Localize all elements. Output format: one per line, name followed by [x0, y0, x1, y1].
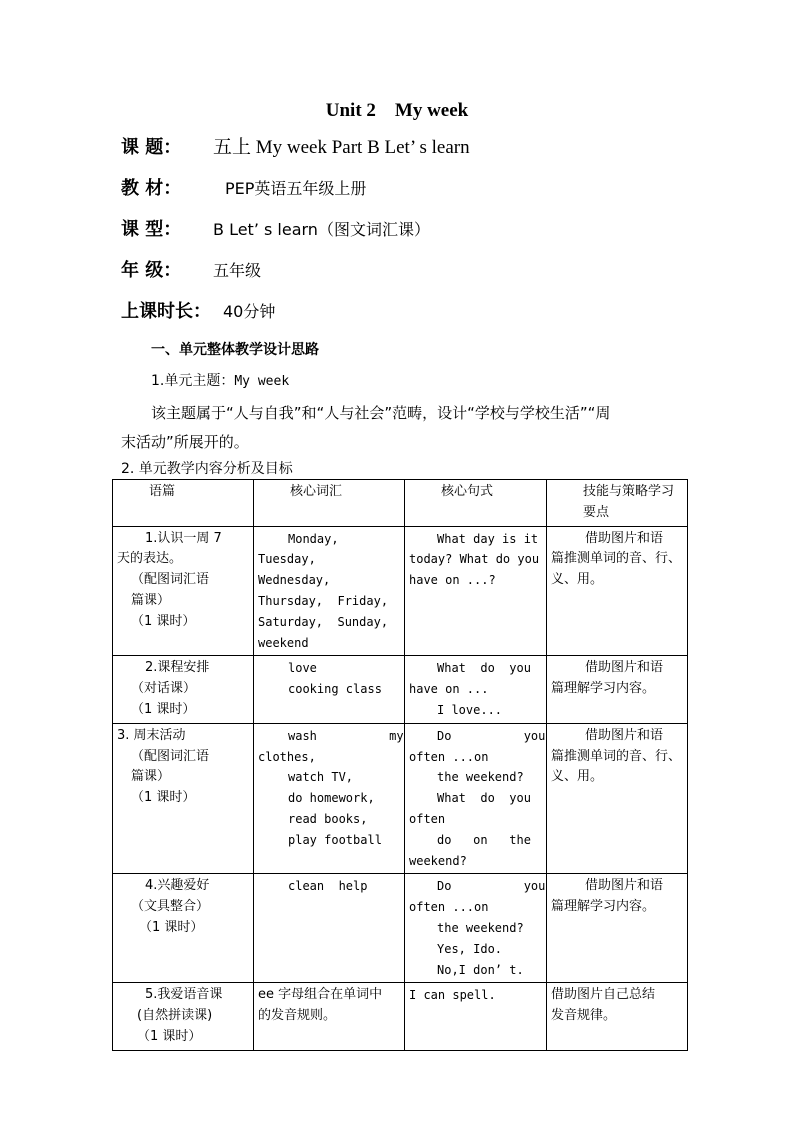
unit-content-table	[112, 479, 688, 1051]
cell-line: weekend	[258, 635, 309, 650]
header-sentences: 核心句式	[405, 480, 547, 527]
table-cell	[113, 983, 254, 1050]
table-cell	[254, 874, 405, 983]
cell-line: What do you	[437, 791, 531, 806]
cell-line: （文具整合）	[131, 899, 210, 915]
table-cell	[254, 656, 405, 723]
table-cell	[113, 526, 254, 656]
table-cell	[405, 983, 547, 1050]
cell-line: weekend?	[409, 853, 467, 868]
table-cell	[405, 874, 547, 983]
cell-line: （1 课时）	[131, 701, 196, 717]
cell-line: clean help	[288, 879, 368, 894]
cell-line: love	[288, 661, 317, 676]
cell-line: play football	[288, 832, 382, 847]
meta-textbook	[121, 176, 366, 202]
unit-theme-label: 1.单元主题：	[151, 373, 235, 389]
cell-line: often ...on	[409, 900, 489, 915]
title-unit: Unit 2	[325, 100, 376, 121]
cell-line: Wednesday,	[258, 573, 331, 588]
cell-line: do on the	[437, 832, 531, 847]
cell-line: the weekend?	[437, 920, 524, 935]
theme-paragraph-line1: 该主题属于“人与自我”和“人与社会”范畴，设计“学校与学校生活”“周	[151, 404, 611, 422]
cell-line: 篇推测单词的音、行、	[551, 551, 682, 567]
cell-line: I love...	[437, 702, 503, 717]
meta-label: 课 型：	[121, 219, 182, 240]
table-cell	[113, 723, 254, 874]
table-row	[113, 723, 688, 874]
cell-line: Monday,	[288, 531, 339, 546]
cell-line: 天的表达。	[117, 551, 183, 567]
cell-line: often ...on	[409, 749, 489, 764]
cell-line: Saturday, Sunday,	[258, 614, 389, 629]
cell-line: clothes,	[258, 749, 316, 764]
cell-line: I can spell.	[409, 988, 496, 1003]
cell-line: cooking class	[288, 682, 382, 697]
meta-value: 40分钟	[223, 302, 276, 321]
cell-line: （配图词汇语	[131, 572, 210, 588]
table-row	[113, 983, 688, 1050]
cell-line: 5.我爱语音课	[145, 987, 223, 1003]
table-cell	[547, 656, 688, 723]
cell-line: No,I don’ t.	[437, 962, 524, 977]
cell-line: 借助图片和语	[585, 660, 664, 676]
cell-line: 借助图片和语	[585, 727, 664, 743]
document-title	[0, 100, 794, 122]
cell-line: Do you	[437, 728, 546, 743]
cell-line: 篇理解学习内容。	[551, 899, 656, 915]
table-row	[113, 526, 688, 656]
title-topic: My week	[394, 100, 469, 121]
table-row	[113, 874, 688, 983]
meta-value: 五年级	[213, 261, 262, 280]
cell-line: （1 课时）	[131, 790, 196, 806]
meta-label: 年 级：	[121, 260, 182, 281]
meta-value: 五上 My week Part B Let’ s learn	[213, 137, 470, 158]
cell-line: 义、用。	[551, 572, 604, 588]
cell-line: often	[409, 811, 446, 826]
cell-line: （对话课）	[131, 681, 197, 697]
cell-line: 义、用。	[551, 769, 604, 785]
cell-line: 借助图片自己总结	[551, 987, 656, 1003]
cell-line: 发音规律。	[551, 1008, 617, 1024]
meta-value: PEP英语五年级上册	[225, 179, 367, 198]
unit-theme	[151, 371, 289, 392]
table-cell	[405, 656, 547, 723]
table-cell	[113, 874, 254, 983]
table-cell	[113, 656, 254, 723]
cell-line: 篇推测单词的音、行、	[551, 748, 682, 764]
cell-line: do homework,	[288, 791, 375, 806]
cell-line: （1 课时）	[137, 1028, 202, 1044]
meta-duration	[121, 299, 275, 325]
table-cell	[547, 723, 688, 874]
meta-label: 教 材：	[121, 178, 182, 199]
table-cell	[547, 874, 688, 983]
cell-line: 2.课程安排	[145, 660, 210, 676]
meta-value: B Let’ s learn（图文词汇课）	[213, 220, 430, 239]
cell-line: 篇课）	[131, 769, 171, 785]
cell-line: watch TV,	[288, 770, 354, 785]
meta-label: 课 题：	[121, 137, 182, 158]
cell-line: ee 字母组合在单词中	[258, 987, 383, 1003]
cell-line: have on ...	[409, 682, 489, 697]
meta-label: 上课时长：	[121, 301, 211, 322]
cell-line: Tuesday,	[258, 552, 316, 567]
table-cell	[405, 723, 547, 874]
cell-line: 借助图片和语	[585, 878, 664, 894]
header-skills: 技能与策略学习要点	[547, 480, 688, 527]
cell-line: What day is it	[437, 531, 539, 546]
table-header-row	[113, 480, 688, 527]
table-cell	[547, 526, 688, 656]
unit-theme-value: My week	[234, 374, 290, 389]
meta-lesson-topic	[121, 135, 470, 161]
meta-lesson-type	[121, 217, 430, 243]
cell-line: 3. 周末活动	[117, 727, 186, 743]
header-text: 语篇	[113, 480, 254, 527]
header-vocab: 核心词汇	[254, 480, 405, 527]
cell-line: Yes, Ido.	[437, 941, 503, 956]
table-cell	[405, 526, 547, 656]
cell-line: （配图词汇语	[131, 748, 210, 764]
cell-line: What do you	[437, 661, 531, 676]
analysis-heading: 2. 单元教学内容分析及目标	[121, 461, 293, 477]
cell-line: Thursday, Friday,	[258, 593, 389, 608]
cell-line: have on ...?	[409, 573, 496, 588]
cell-line: today? What do you	[409, 552, 540, 567]
table-cell	[547, 983, 688, 1050]
cell-line: （1 课时）	[139, 919, 204, 935]
cell-line: 1.认识一周 7	[145, 530, 222, 546]
cell-line: （1 课时）	[131, 613, 196, 629]
table-cell	[254, 983, 405, 1050]
meta-grade	[121, 258, 261, 284]
cell-line: 的发音规则。	[258, 1008, 337, 1024]
cell-line: (自然拼读课)	[137, 1008, 213, 1024]
table-row	[113, 656, 688, 723]
cell-line: read books,	[288, 811, 368, 826]
section-heading: 一、单元整体教学设计思路	[151, 342, 319, 358]
cell-line: 4.兴趣爱好	[145, 878, 210, 894]
cell-line: 借助图片和语	[585, 530, 664, 546]
cell-line: Do you	[437, 879, 546, 894]
cell-line: 篇理解学习内容。	[551, 681, 656, 697]
table-cell	[254, 526, 405, 656]
cell-line: wash my	[288, 728, 404, 743]
cell-line: 篇课）	[131, 592, 171, 608]
table-cell	[254, 723, 405, 874]
theme-paragraph-line2: 末活动”所展开的。	[121, 433, 249, 451]
cell-line: the weekend?	[437, 770, 524, 785]
